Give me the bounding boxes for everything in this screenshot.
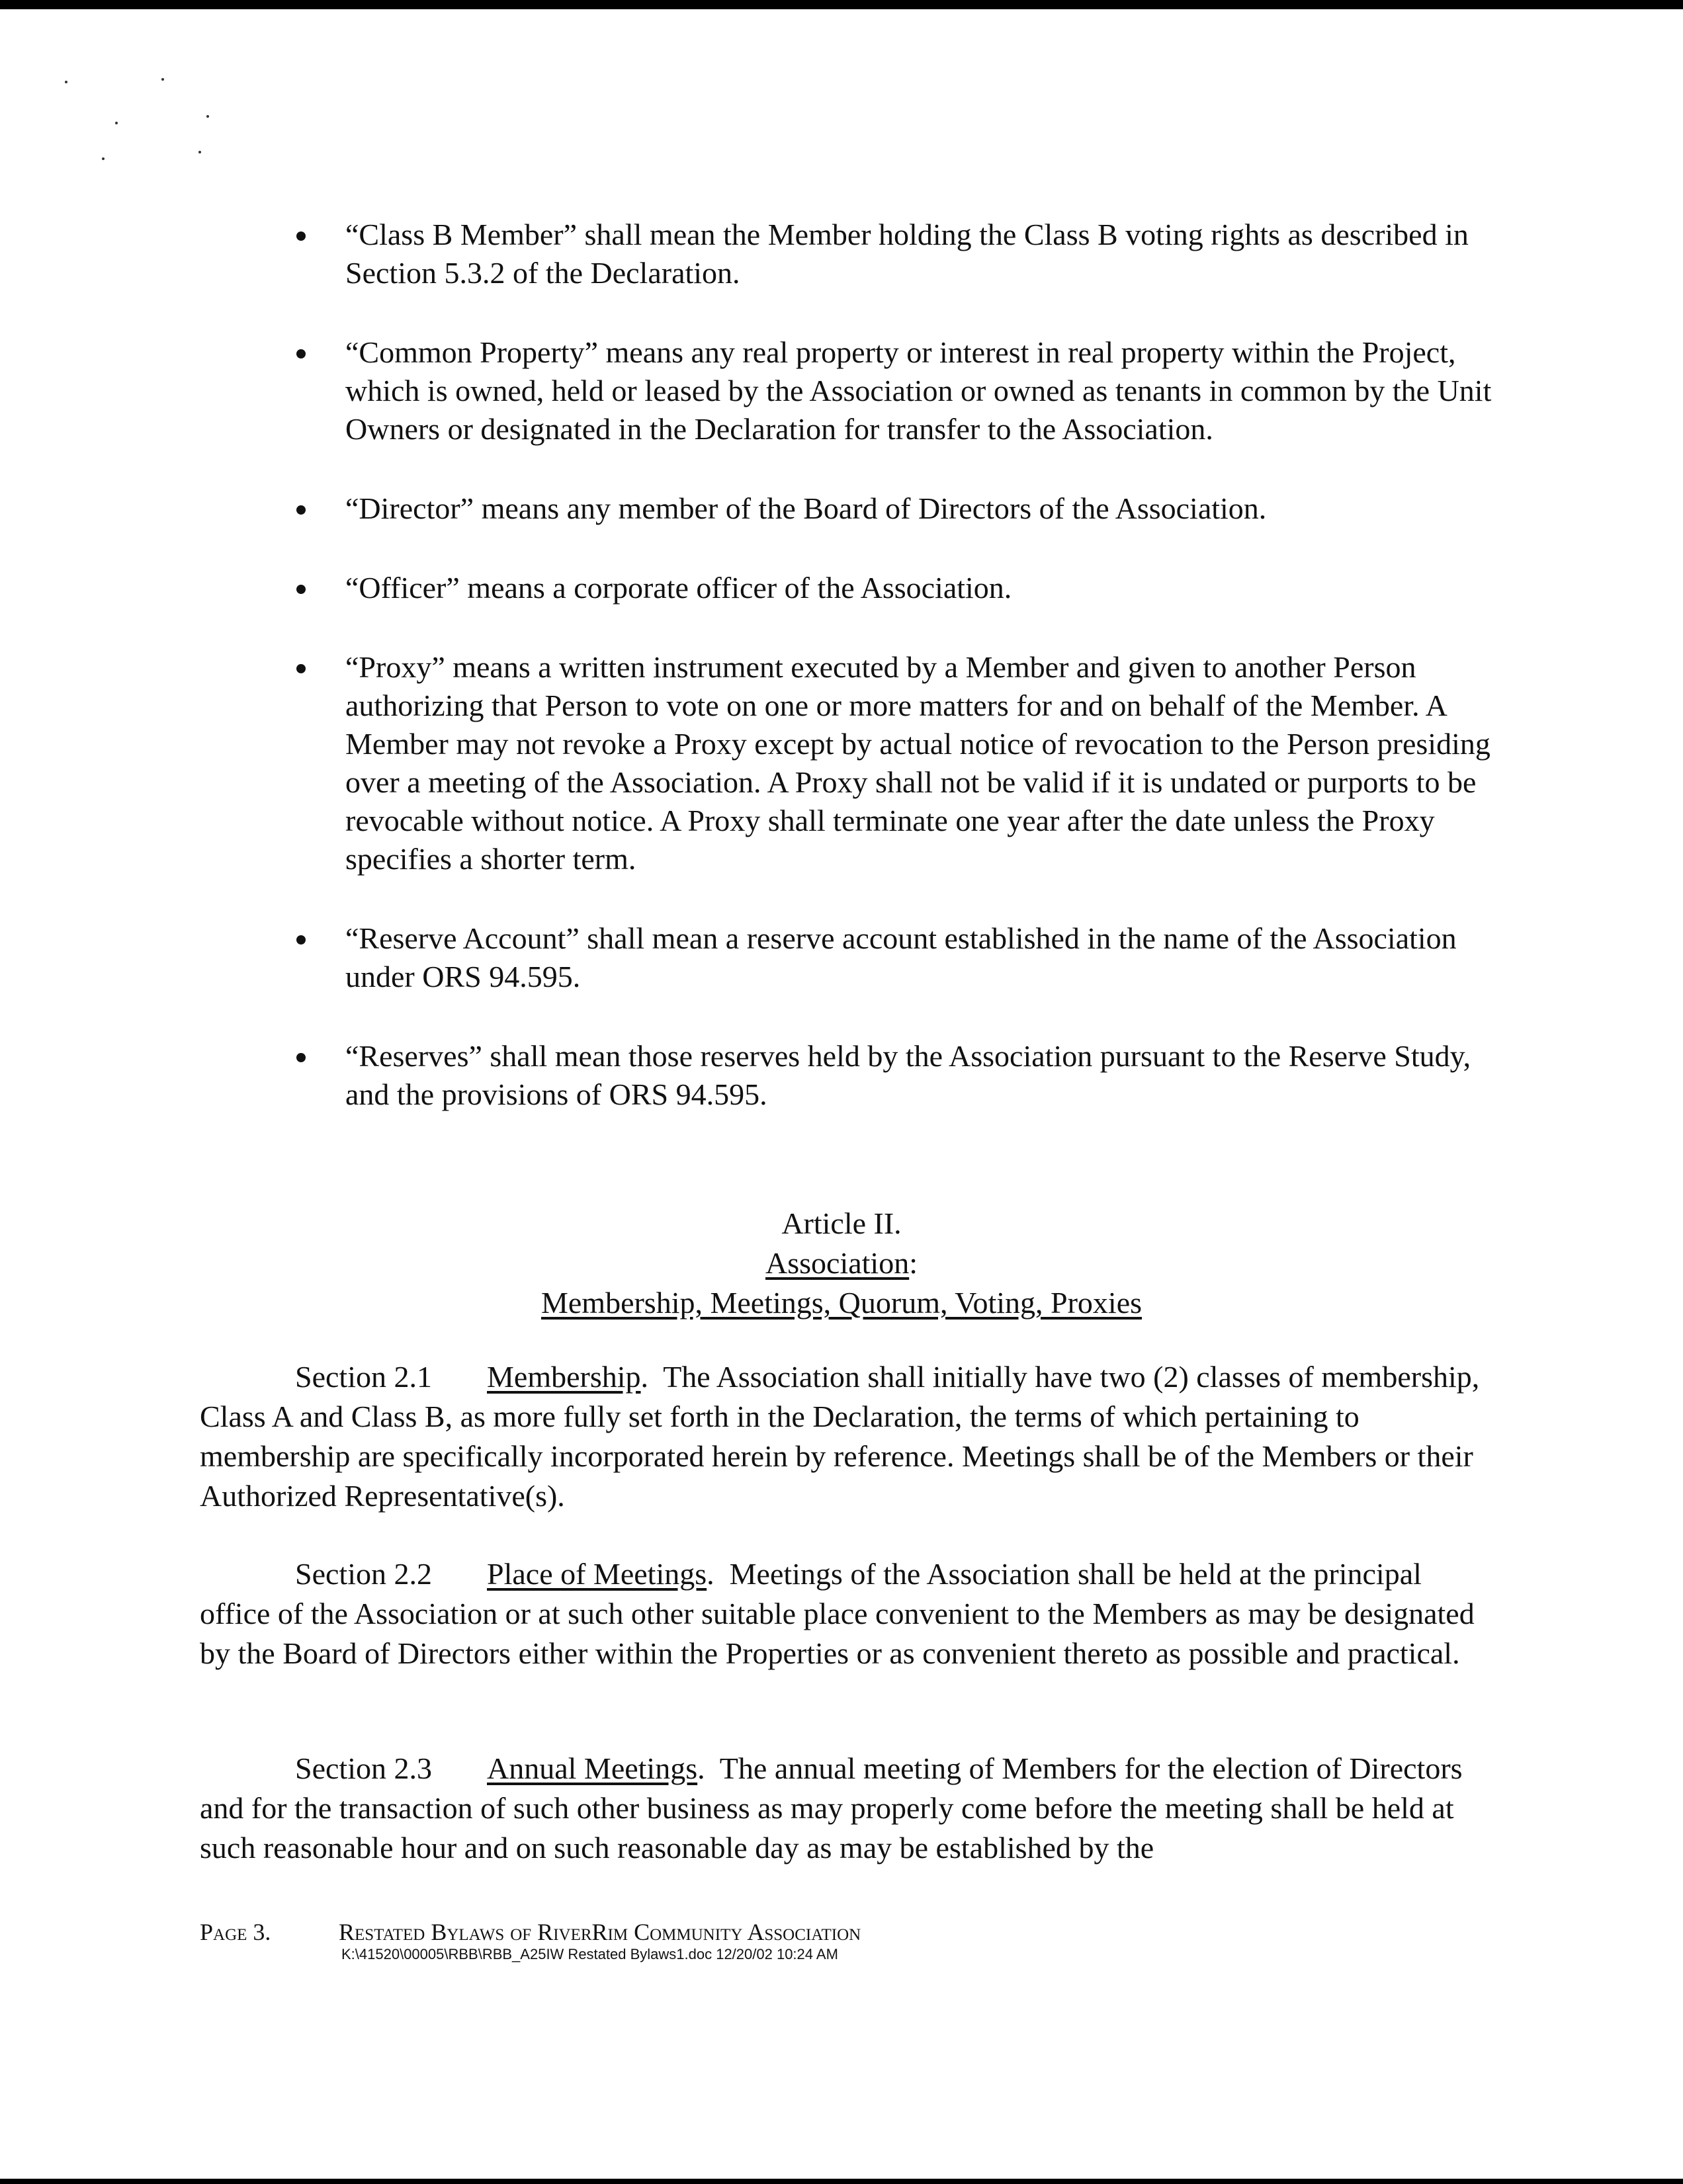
definition-item <box>291 648 1495 878</box>
bullet-icon <box>296 664 306 673</box>
definition-item <box>291 216 1495 292</box>
bullet-icon <box>296 1053 306 1062</box>
definition-item <box>291 333 1495 448</box>
scan-artifact <box>115 122 118 124</box>
definition-text: “Common Property” means any real property or interest in real property within the Project, which is owned, held or leased by the Association or owned as tenants in common by the Unit Owners or designated in the Declaration for transfer to the Association. <box>345 335 1492 446</box>
footer-title: Restated Bylaws of RiverRim Community Association <box>339 1919 861 1945</box>
section-number: Section 2.2 <box>295 1557 432 1591</box>
definition-item <box>291 569 1495 607</box>
bullet-icon <box>296 349 306 358</box>
section-title: Membership <box>487 1360 641 1394</box>
definition-text: “Proxy” means a written instrument executed by a Member and given to another Person authorizing that Person to vote on one or more matters for and on behalf of the Member. A Member may not revoke a Proxy except by actual notice of revocation to the Person presiding over a meeting of the Association. A Proxy shall not be valid if it is undated or purports to be revocable without notice. A Proxy shall terminate one year after the date unless the Proxy specifies a shorter term. <box>345 650 1490 876</box>
scan-artifact <box>65 81 67 83</box>
section-2-2: Section 2.2 Place of Meetings. Meetings of the Association shall be held at the principal office of the Association or at such other suitable place convenient to the Members as may be designated by the Board of Directors either within the Properties or as convenient thereto as possible and practical. <box>200 1554 1483 1673</box>
definition-text: “Reserves” shall mean those reserves held by the Association pursuant to the Reserve Study, and the provisions of ORS 94.595. <box>345 1039 1471 1111</box>
bullet-icon <box>296 585 306 594</box>
article-colon: : <box>909 1246 918 1280</box>
scan-bottom-border <box>0 2179 1683 2184</box>
definition-text: “Director” means any member of the Board of Directors of the Association. <box>345 491 1267 525</box>
article-number: Article II. <box>781 1206 902 1240</box>
file-path: K:\41520\00005\RBB\RBB_A25IW Restated Bylaws1.doc 12/20/02 10:24 AM <box>341 1946 838 1962</box>
section-title: Annual Meetings <box>487 1751 698 1785</box>
section-text: Meetings of the Association shall be held at the principal office of the Association or at such other suitable place convenient to the Members as may be designated by the Board of Directors either within the Properties or as convenient thereto as possible and practical. <box>200 1557 1475 1670</box>
scan-artifact <box>206 115 209 118</box>
definition-item <box>291 919 1495 996</box>
section-number: Section 2.3 <box>295 1751 432 1785</box>
section-title: Place of Meetings <box>487 1557 707 1591</box>
bullet-icon <box>296 505 306 515</box>
page-number: Page 3. <box>200 1919 271 1945</box>
bullet-icon <box>296 231 306 241</box>
section-text: The annual meeting of Members for the election of Directors and for the transaction of such other business as may properly come before the meeting shall be held at such reasonable hour and on such reasonable day as may be established by the <box>200 1751 1463 1865</box>
definitions-list <box>291 216 1495 1155</box>
section-2-3: Section 2.3 Annual Meetings. The annual meeting of Members for the election of Directors and for the transaction of such other business as may properly come before the meeting shall be held at such reasonable hour and on such reasonable day as may be established by the <box>200 1749 1483 1868</box>
scan-artifact <box>161 78 164 81</box>
article-heading <box>0 1204 1683 1323</box>
article-name: Association <box>765 1246 910 1280</box>
definition-item <box>291 489 1495 528</box>
bullet-icon <box>296 935 306 945</box>
section-number: Section 2.1 <box>295 1360 432 1394</box>
article-subtitle: Membership, Meetings, Quorum, Voting, Proxies <box>540 1286 1143 1320</box>
section-2-1: Section 2.1 Membership. The Association shall initially have two (2) classes of membership, Class A and Class B, as more fully set forth in the Declaration, the terms of which pertaining to membership are specifically incorporated herein by reference. Meetings shall be of the Members or their Authorized Representative(s). <box>200 1357 1483 1516</box>
page-footer <box>200 1918 861 1962</box>
section-text: The Association shall initially have two (2) classes of membership, Class A and Class B, as more fully set forth in the Declaration, the terms of which pertaining to membership are specifically incorporated herein by reference. Meetings shall be of the Members or their Authorized Representative(s). <box>200 1360 1480 1513</box>
scan-top-border <box>0 0 1683 9</box>
scan-artifact <box>102 157 105 160</box>
definition-item <box>291 1037 1495 1114</box>
definition-text: “Class B Member” shall mean the Member holding the Class B voting rights as described in Section 5.3.2 of the Declaration. <box>345 218 1469 290</box>
article-name-line <box>0 1243 1683 1283</box>
definition-text: “Officer” means a corporate officer of the Association. <box>345 571 1012 605</box>
definition-text: “Reserve Account” shall mean a reserve account established in the name of the Association under ORS 94.595. <box>345 921 1457 993</box>
scan-artifact <box>198 151 201 153</box>
